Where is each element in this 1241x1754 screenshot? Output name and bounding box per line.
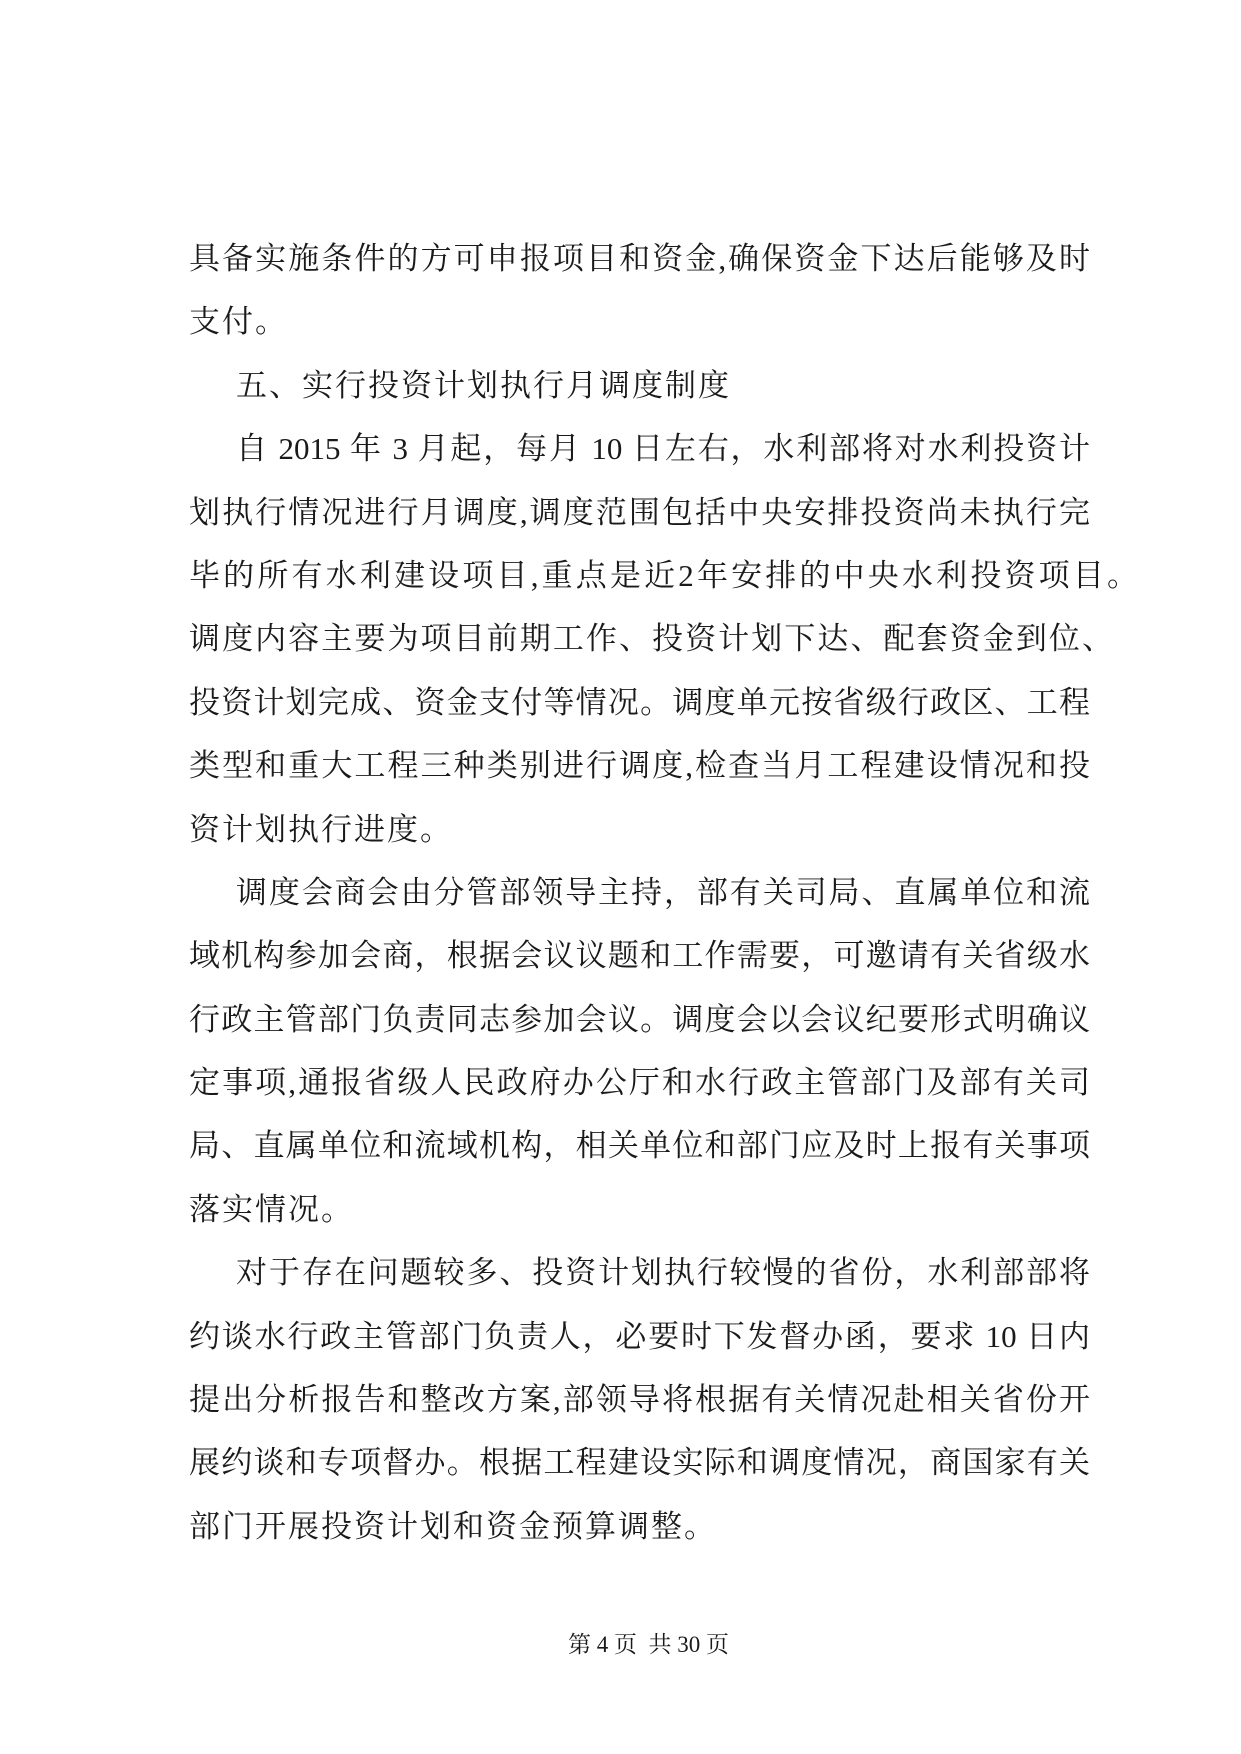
text-line: 局、直属单位和流域机构，相关单位和部门应及时上报有关事项 [189,1128,1090,1164]
text-line: 毕的所有水利建设项目,重点是近2年安排的中央水利投资项目。 [189,557,1138,593]
text-line: 具备实施条件的方可申报项目和资金,确保资金下达后能够及时 [189,241,1090,276]
section-heading [189,354,1090,417]
text-line: 部门开展投资计划和资金预算调整。 [189,1508,717,1544]
text-line: 展约谈和专项督办。根据工程建设实际和调度情况，商国家有关 [189,1445,1090,1481]
paragraph-consultation-meeting [189,861,1090,1241]
text-line: 调度内容主要为项目前期工作、投资计划下达、配套资金到位、 [189,621,1113,657]
text-line: 资计划执行进度。 [189,811,453,847]
paragraph-supervision [189,1241,1090,1558]
text-line: 划执行情况进行月调度,调度范围包括中央安排投资尚未执行完 [189,494,1090,530]
text-line: 落实情况。 [189,1191,354,1227]
text-line: 行政主管部门负责同志参加会议。调度会以会议纪要形式明确议 [189,1001,1090,1037]
page-number-footer: 第 4 页 共 30 页 [568,1632,729,1657]
paragraph-continuation [189,227,1090,354]
text-line: 定事项,通报省级人民政府办公厅和水行政主管部门及部有关司 [189,1065,1090,1101]
text-line: 调度会商会由分管部领导主持，部有关司局、直属单位和流 [236,874,1090,910]
text-line: 提出分析报告和整改方案,部领导将根据有关情况赴相关省份开 [189,1382,1090,1418]
heading-line: 五、实行投资计划执行月调度制度 [236,367,731,403]
text-line: 类型和重大工程三种类别进行调度,检查当月工程建设情况和投 [189,748,1090,784]
paragraph-schedule-scope [189,417,1138,861]
text-line: 对于存在问题较多、投资计划执行较慢的省份，水利部部将 [236,1255,1090,1291]
text-line: 投资计划完成、资金支付等情况。调度单元按省级行政区、工程 [189,684,1090,720]
text-line: 域机构参加会商，根据会议议题和工作需要，可邀请有关省级水 [189,938,1090,974]
text-line: 支付。 [189,304,288,340]
text-line: 自 2015 年 3 月起，每月 10 日左右，水利部将对水利投资计 [236,431,1090,467]
text-line: 约谈水行政主管部门负责人，必要时下发督办函，要求 10 日内 [189,1318,1090,1354]
document-body [189,227,1138,1558]
